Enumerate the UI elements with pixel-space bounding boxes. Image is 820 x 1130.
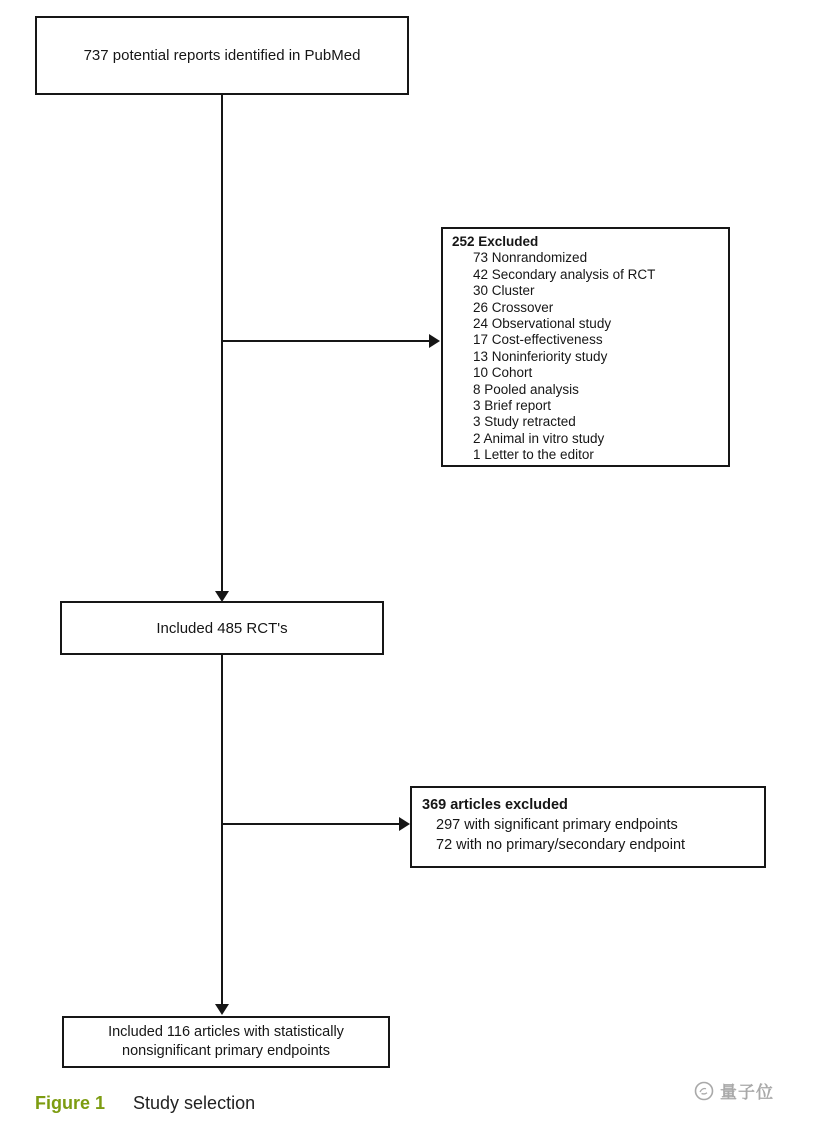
excluded-252-item: 8 Pooled analysis	[473, 381, 579, 397]
figure-caption	[35, 1093, 255, 1114]
qbitai-logo-icon	[693, 1080, 715, 1102]
excluded-252-item: 73 Nonrandomized	[473, 250, 588, 266]
figure-title: Study selection	[133, 1093, 256, 1113]
excluded-252-item: 3 Study retracted	[473, 414, 576, 430]
excluded-252-title: 252 Excluded	[452, 234, 539, 249]
excluded-252-item: 10 Cohort	[473, 365, 533, 381]
connector-vertical-1	[221, 95, 223, 592]
identified-text: 737 potential reports identified in PubMed	[83, 47, 361, 64]
connector-horizontal-2	[222, 823, 400, 825]
included-485-text: Included 485 RCT's	[156, 619, 288, 637]
flow-box-included-485	[60, 601, 384, 655]
figure-label: Figure 1	[35, 1093, 106, 1113]
arrowhead-right-2-icon	[399, 817, 410, 831]
watermark-text: 量子位	[720, 1083, 774, 1102]
excluded-369-item: 297 with significant primary endpoints	[436, 817, 678, 833]
final-116-line1: Included 116 articles with statistically	[108, 1024, 344, 1040]
connector-vertical-2	[221, 655, 223, 1005]
excluded-252-item: 2 Animal in vitro study	[473, 430, 605, 446]
final-116-line2: nonsignificant primary endpoints	[122, 1043, 330, 1059]
excluded-252-item: 26 Crossover	[473, 299, 554, 315]
flow-box-excluded-252	[441, 227, 730, 467]
excluded-252-item: 24 Observational study	[473, 316, 612, 332]
connector-horizontal-1	[222, 340, 430, 342]
excluded-252-item: 17 Cost-effectiveness	[473, 332, 603, 348]
excluded-252-item: 30 Cluster	[473, 283, 535, 299]
arrowhead-down-2-icon	[215, 1004, 229, 1015]
excluded-369-item: 72 with no primary/secondary endpoint	[436, 837, 686, 853]
flow-box-final-116	[62, 1016, 390, 1068]
excluded-252-item: 13 Noninferiority study	[473, 348, 608, 364]
watermark	[693, 1078, 774, 1103]
flow-box-identified	[35, 16, 409, 95]
flow-box-excluded-369	[410, 786, 766, 868]
excluded-369-title: 369 articles excluded	[422, 797, 568, 813]
excluded-252-item: 42 Secondary analysis of RCT	[473, 266, 656, 282]
excluded-252-item: 3 Brief report	[473, 398, 552, 414]
arrowhead-right-1-icon	[429, 334, 440, 348]
excluded-252-item: 1 Letter to the editor	[473, 447, 594, 463]
